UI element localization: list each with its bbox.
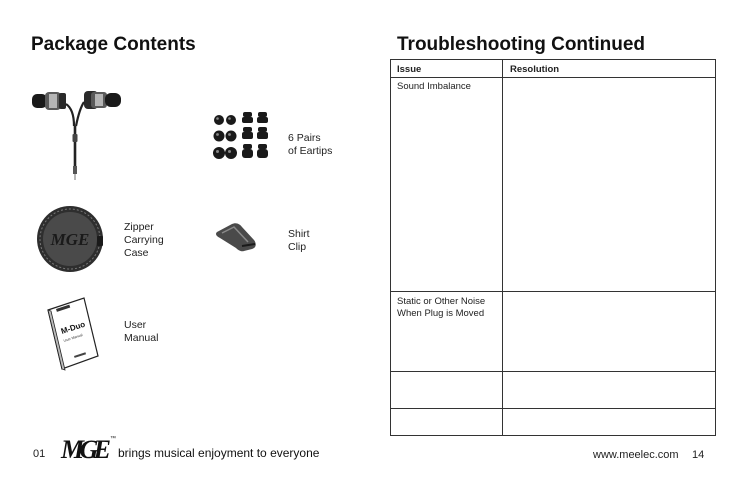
issue-cell: Static or Other Noise When Plug is Moved bbox=[397, 296, 486, 319]
earphones-image bbox=[28, 82, 130, 182]
mge-logo bbox=[60, 432, 118, 464]
troubleshooting-table bbox=[390, 59, 716, 436]
page-number-right: 14 bbox=[692, 449, 705, 461]
shirt-clip-label: Shirt Clip bbox=[288, 228, 310, 253]
user-manual-label: User Manual bbox=[124, 319, 159, 344]
carrying-case-image bbox=[35, 204, 105, 274]
mge-logo-text: MGE bbox=[61, 435, 111, 464]
resolution-header: Resolution bbox=[510, 64, 560, 75]
issue-header: Issue bbox=[397, 64, 422, 75]
manual-subtitle: User Manual bbox=[63, 333, 84, 343]
website-url: www.meelec.com bbox=[593, 449, 679, 461]
eartips-image bbox=[211, 110, 273, 166]
header-row-divider bbox=[391, 77, 715, 78]
row-divider bbox=[391, 371, 715, 372]
user-manual-image bbox=[44, 296, 102, 372]
tagline: brings musical enjoyment to everyone bbox=[118, 446, 320, 460]
package-contents-title: Package Contents bbox=[31, 34, 196, 55]
trademark-symbol: ™ bbox=[110, 436, 116, 442]
eartips-label: 6 Pairs of Eartips bbox=[288, 132, 333, 157]
row-divider bbox=[391, 408, 715, 409]
issue-cell: Sound Imbalance bbox=[397, 81, 471, 92]
troubleshooting-title: Troubleshooting Continued bbox=[397, 34, 646, 55]
row-divider bbox=[391, 291, 715, 292]
manual-brand: M-Duo bbox=[59, 319, 87, 336]
shirt-clip-image bbox=[214, 220, 262, 254]
carrying-case-label: Zipper Carrying Case bbox=[124, 221, 164, 259]
page-number-left: 01 bbox=[33, 448, 46, 460]
case-logo: MGE bbox=[50, 230, 90, 249]
column-divider bbox=[502, 60, 503, 435]
